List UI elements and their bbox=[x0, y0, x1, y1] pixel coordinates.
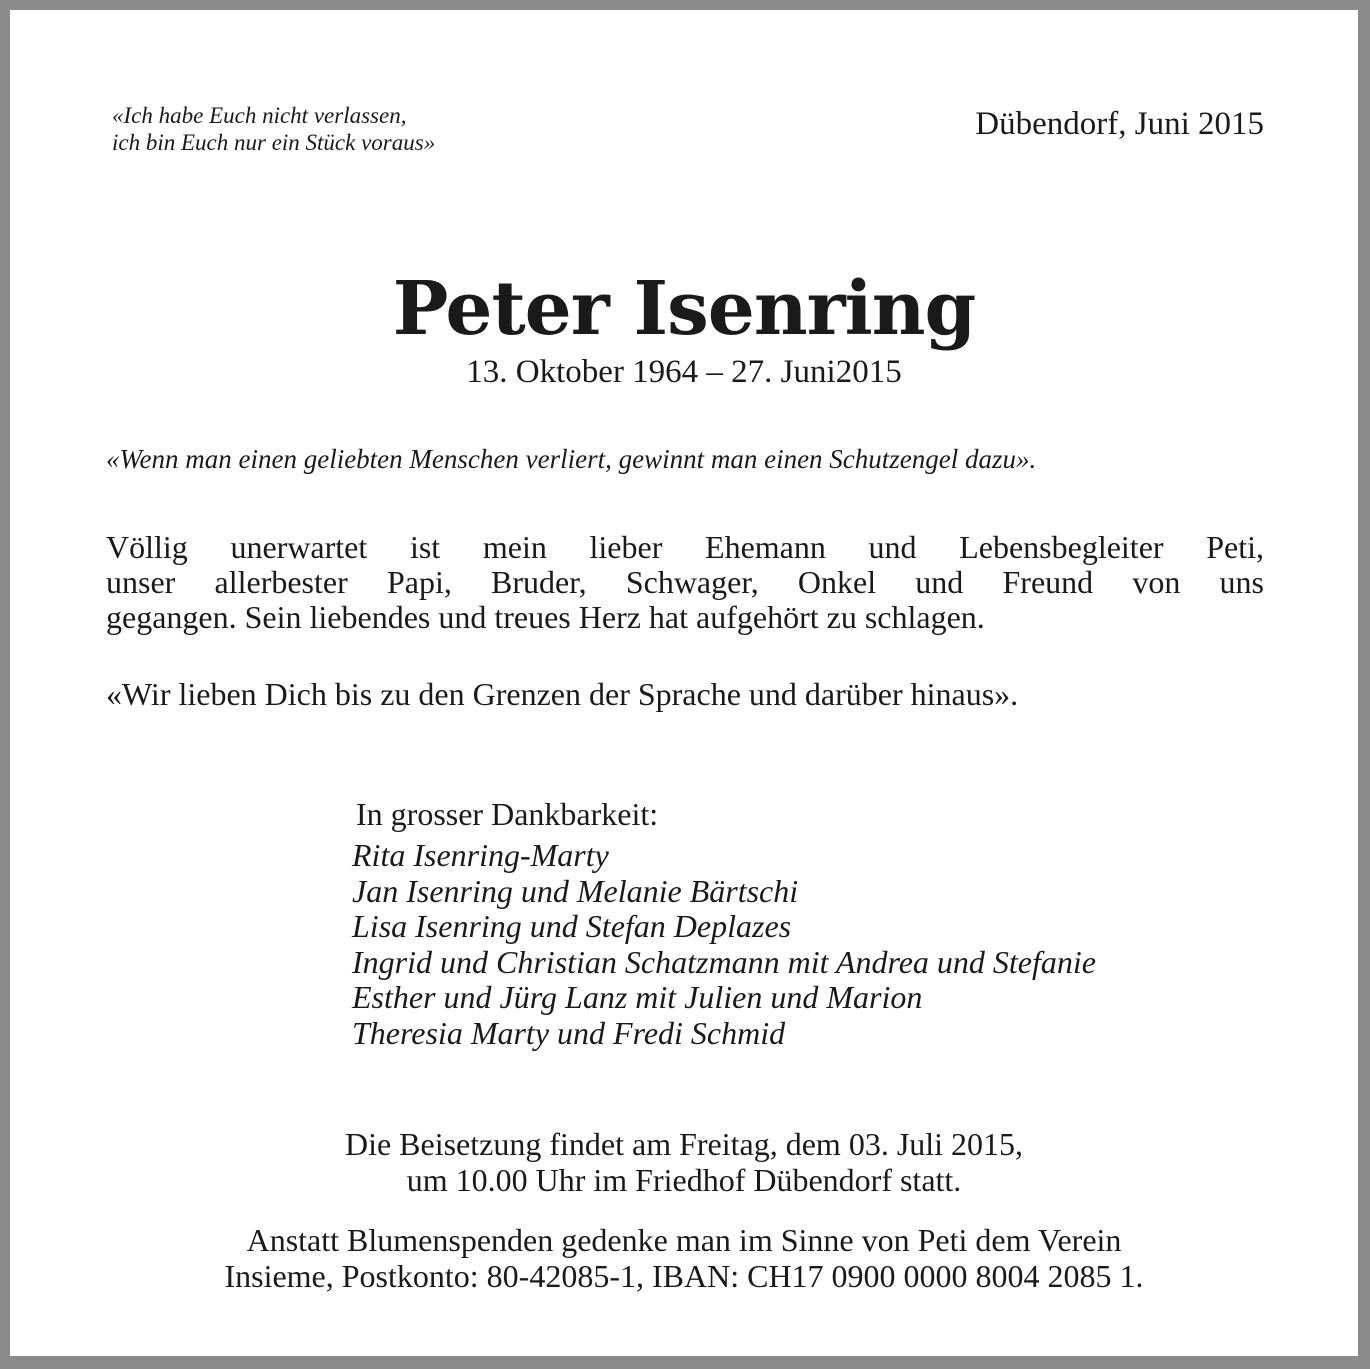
mourner-entry: Ingrid und Christian Schatzmann mit Andrea und Stefanie bbox=[352, 943, 1096, 980]
angel-quote: «Wenn man einen geliebten Menschen verliert, gewinnt man einen Schutzengel dazu». bbox=[106, 444, 1037, 474]
deceased-name: Peter Isenring bbox=[392, 266, 976, 352]
burial-line: um 10.00 Uhr im Friedhof Dübendorf statt. bbox=[406, 1162, 962, 1198]
top-quote bbox=[112, 102, 435, 156]
main-text-line: gegangen. Sein liebendes und treues Herz hat aufgehört zu schlagen. bbox=[106, 599, 985, 635]
mourner-entry: Jan Isenring und Melanie Bärtschi bbox=[352, 872, 799, 909]
mourner-entry: Esther und Jürg Lanz mit Julien und Marion bbox=[352, 979, 923, 1015]
main-text-line: unser allerbester Papi, Bruder, Schwager, Onkel und Freund von uns bbox=[106, 564, 1264, 600]
gratitude-heading: In grosser Dankbarkeit: bbox=[356, 796, 659, 832]
burial-info bbox=[10, 1126, 1358, 1198]
mourners-list bbox=[352, 838, 1096, 1051]
love-quote: «Wir lieben Dich bis zu den Grenzen der Sprache und darüber hinaus». bbox=[106, 676, 1019, 712]
top-quote-line: ich bin Euch nur ein Stück voraus» bbox=[112, 130, 436, 155]
main-text bbox=[106, 530, 1264, 635]
burial-line: Die Beisetzung findet am Freitag, dem 03. Juli 2015, bbox=[344, 1126, 1024, 1162]
mourner-entry: Rita Isenring-Marty bbox=[352, 837, 609, 873]
donation-line: Anstatt Blumenspenden gedenke man im Sinne von Peti dem Verein bbox=[246, 1222, 1122, 1258]
donation-line: Insieme, Postkonto: 80-42085-1, IBAN: CH17 0900 0000 8004 2085 1. bbox=[224, 1258, 1144, 1294]
mourner-entry: Lisa Isenring und Stefan Deplazes bbox=[352, 908, 792, 944]
obituary-page bbox=[10, 10, 1358, 1356]
life-dates: 13. Oktober 1964 – 27. Juni2015 bbox=[466, 354, 902, 390]
place-date: Dübendorf, Juni 2015 bbox=[975, 106, 1264, 142]
top-quote-line: «Ich habe Euch nicht verlassen, bbox=[112, 103, 407, 128]
main-text-line: Völlig unerwartet ist mein lieber Ehemann und Lebensbegleiter Peti, bbox=[106, 529, 1264, 565]
donation-info bbox=[10, 1222, 1358, 1294]
mourner-entry: Theresia Marty und Fredi Schmid bbox=[352, 1014, 786, 1051]
